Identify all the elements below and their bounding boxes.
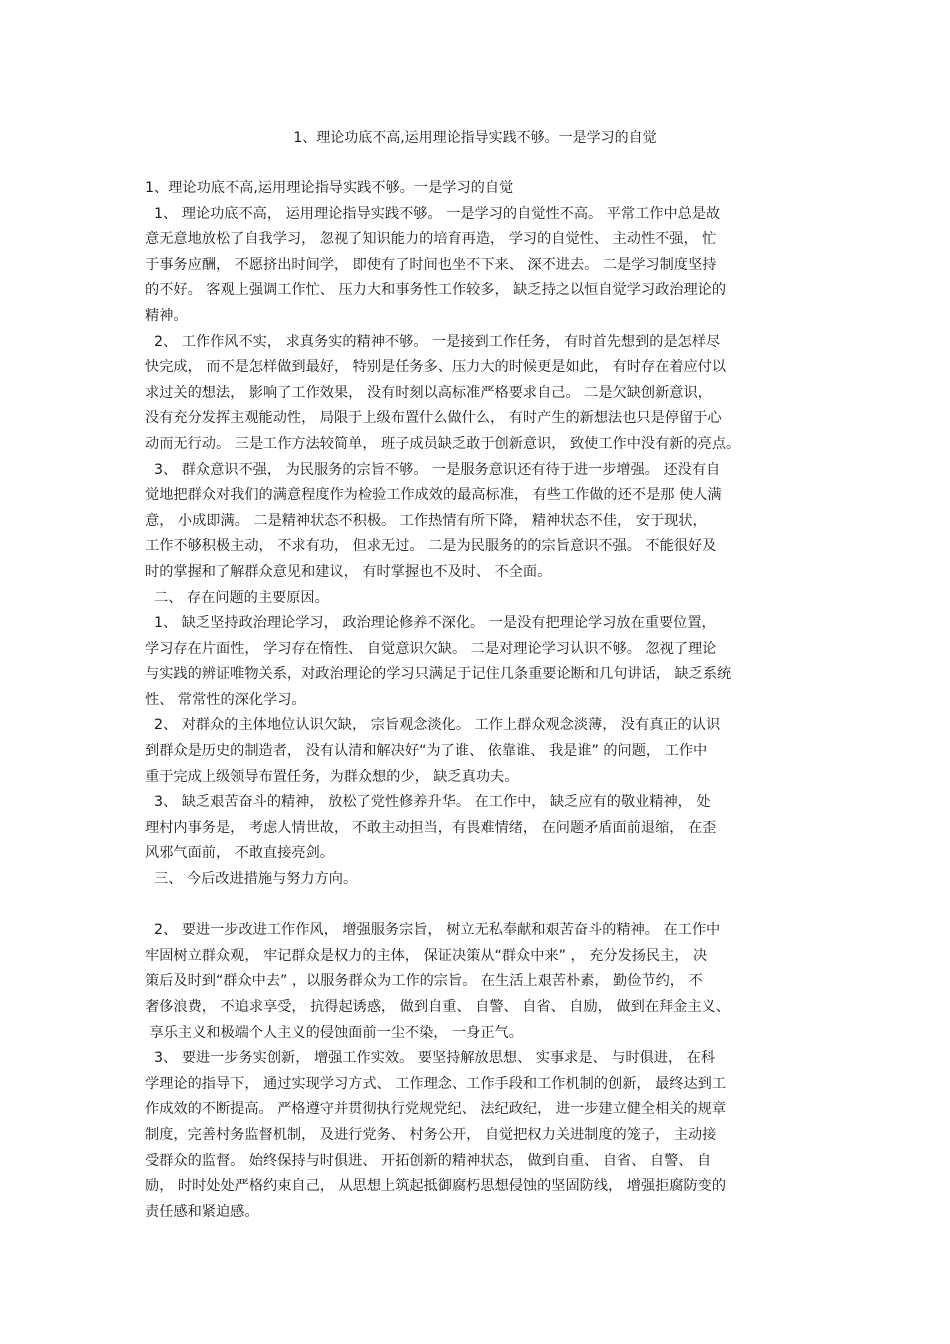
body-line: 意， 小成即满。 二是精神状态不积极。 工作热情有所下降， 精神状态不佳， 安于现状， (145, 512, 707, 529)
body-line: 3、 要进一步务实创新， 增强工作实效。 要坚持解放思想、 实事求是、 与时俱进， 在科 (145, 1050, 716, 1067)
body-line: 制度，完善村务监督机制， 及进行党务、 村务公开， 自觉把权力关进制度的笼子， 主动接 (145, 1126, 717, 1143)
body-line: 的不好。 客观上强调工作忙、 压力大和事务性工作较多， 缺乏持之以恒自觉学习政治理论的 (145, 282, 727, 299)
body-line: 求过关的想法， 影响了工作效果， 没有时刻以高标准严格要求自己。 二是欠缺创新意识， (145, 384, 712, 401)
body-line: 意无意地放松了自我学习， 忽视了知识能力的培育再造， 学习的自觉性、 主动性不强， 忙 (145, 231, 717, 248)
body-line: 性、 常常性的深化学习。 (145, 691, 306, 708)
body-line: 励， 时时处处严格约束自己， 从思想上筑起抵御腐朽思想侵蚀的坚固防线， 增强拒腐防变的 (145, 1178, 727, 1195)
document-title: 1、理论功底不高,运用理论指导实践不够。一是学习的自觉 (293, 130, 657, 146)
body-line: 责任感和紧迫感。 (145, 1203, 259, 1220)
body-line: 牢固树立群众观， 牢记群众是权力的主体， 保证决策从“群众中来” ， 充分发扬民主， 决 (145, 947, 708, 964)
body-line: 与实践的辨证唯物关系，对政治理论的学习只满足于记住几条重要论断和几句讲话， 缺乏系统 (145, 666, 732, 683)
body-line: 三、 今后改进措施与努力方向。 (145, 871, 358, 888)
body-line: 没有充分发挥主观能动性， 局限于上级布置什么做什么， 有时产生的新想法也只是停留于心 (145, 410, 722, 427)
body-line: 于事务应酬， 不愿挤出时间学， 即使有了时间也坐不下来、 深不进去。 二是学习制度坚持 (145, 256, 717, 273)
body-line: 快完成， 而不是怎样做到最好， 特别是任务多、压力大的时候更是如此， 有时存在着应付以 (145, 359, 727, 376)
body-line: 3、 缺乏艰苦奋斗的精神， 放松了党性修养升华。 在工作中， 缺乏应有的敬业精神， 处 (145, 794, 711, 811)
body-line: 觉地把群众对我们的满意程度作为检验工作成效的最高标准， 有些工作做的还不是那 使人满 (145, 487, 722, 504)
body-line: 2、 要进一步改进工作作风， 增强服务宗旨， 树立无私奉献和艰苦奋斗的精神。 在工作中 (145, 922, 721, 939)
body-line: 学习存在片面性， 学习存在惰性、 自觉意识欠缺。 二是对理论学习认识不够。 忽视了理论 (145, 640, 717, 657)
body-line: 精神。 (145, 307, 188, 324)
body-line: 享乐主义和极端个人主义的侵蚀面前一尘不染， 一身正气。 (145, 1024, 523, 1041)
body-line: 重于完成上级领导布置任务，为群众想的少， 缺乏真功夫。 (145, 768, 519, 785)
body-line: 二、 存在问题的主要原因。 (145, 589, 329, 606)
body-line: 2、 对群众的主体地位认识欠缺， 宗旨观念淡化。 工作上群众观念淡薄， 没有真正的认识 (145, 717, 721, 734)
document-body (145, 176, 825, 1225)
body-line: 到群众是历史的制造者， 没有认清和解决好“为了谁、 依靠谁、 我是谁” 的问题， 工作中 (145, 743, 708, 760)
body-line: 2、 工作作风不实， 求真务实的精神不够。 一是接到工作任务， 有时首先想到的是怎样尽 (145, 333, 721, 350)
body-line: 时的掌握和了解群众意见和建议， 有时掌握也不及时、 不全面。 (145, 563, 552, 580)
body-line: 1、 理论功底不高， 运用理论指导实践不够。 一是学习的自觉性不高。 平常工作中总是故 (145, 205, 721, 222)
body-line: 风邪气面前， 不敢直接亮剑。 (145, 845, 334, 862)
body-line: 1、理论功底不高,运用理论指导实践不够。一是学习的自觉 (145, 180, 514, 196)
body-line: 理村内事务是， 考虑人情世故， 不敢主动担当，有畏难情绪， 在问题矛盾面前退缩， 在歪 (145, 819, 717, 836)
body-line: 策后及时到“群众中去” ，以服务群众为工作的宗旨。 在生活上艰苦朴素， 勤俭节约， 不 (145, 973, 703, 990)
body-line: 动而无行动。 三是工作方法较简单， 班子成员缺乏敢于创新意识， 致使工作中没有新的亮点。 (145, 435, 741, 452)
body-line: 工作不够积极主动， 不求有功， 但求无过。 二是为民服务的的宗旨意识不强。 不能很好及 (145, 538, 717, 555)
body-line: 受群众的监督。 始终保持与时俱进、 开拓创新的精神状态， 做到自重、 自省、 自警、 自 (145, 1152, 712, 1169)
body-line (145, 893, 825, 919)
body-line: 1、 缺乏坚持政治理论学习， 政治理论修养不深化。 一是没有把理论学习放在重要位置， (145, 615, 716, 632)
body-line: 奢侈浪费， 不追求享受， 抗得起诱惑， 做到自重、 自警、 自省、 自励， 做到在拜金主义、 (145, 999, 730, 1015)
body-line: 3、 群众意识不强， 为民服务的宗旨不够。 一是服务意识还有待于进一步增强。 还没有自 (145, 461, 721, 478)
body-line: 学理论的指导下， 通过实现学习方式、 工作理念、工作手段和工作机制的创新， 最终达到工 (145, 1075, 727, 1092)
body-line: 作成效的不断提高。 严格遵守并贯彻执行党规党纪、 法纪政纪， 进一步建立健全相关的规章 (145, 1101, 727, 1118)
